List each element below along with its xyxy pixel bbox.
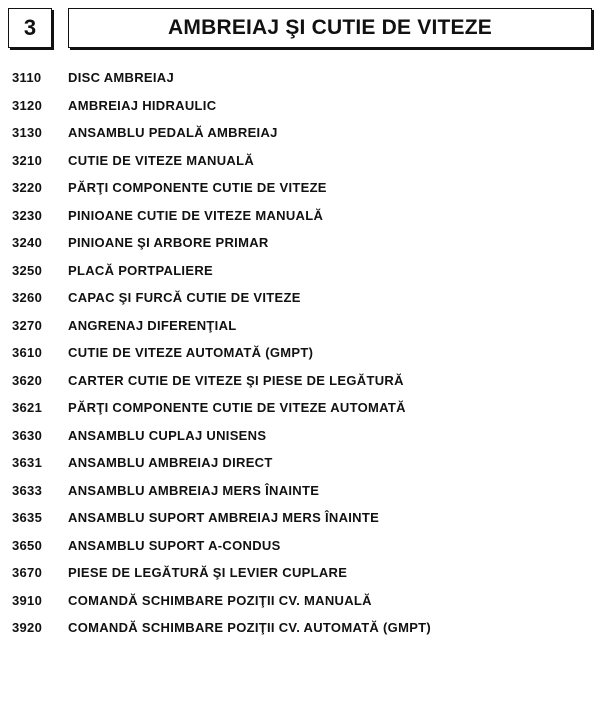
list-item bbox=[12, 587, 592, 615]
item-code: 3110 bbox=[12, 70, 42, 86]
item-code: 3630 bbox=[12, 427, 43, 443]
list-item bbox=[12, 559, 592, 587]
list-item bbox=[12, 339, 592, 367]
item-code: 3635 bbox=[12, 510, 43, 526]
item-code: 3210 bbox=[12, 152, 43, 168]
item-label: PLACĂ PORTPALIERE bbox=[68, 262, 213, 278]
item-code: 3240 bbox=[12, 235, 43, 251]
list-item bbox=[12, 147, 592, 175]
item-label: CAPAC ŞI FURCĂ CUTIE DE VITEZE bbox=[68, 290, 301, 306]
item-label: CUTIE DE VITEZE MANUALĂ bbox=[68, 152, 255, 168]
item-code: 3130 bbox=[12, 125, 43, 141]
list-item bbox=[12, 477, 592, 505]
list-item bbox=[12, 532, 592, 560]
item-label: ANSAMBLU SUPORT A-CONDUS bbox=[68, 537, 281, 553]
item-label: PINIOANE ŞI ARBORE PRIMAR bbox=[68, 235, 269, 251]
list-item bbox=[12, 174, 592, 202]
item-code: 3650 bbox=[12, 537, 43, 553]
page-header bbox=[8, 8, 596, 50]
item-code: 3270 bbox=[12, 317, 43, 333]
list-item bbox=[12, 504, 592, 532]
chapter-number: 3 bbox=[8, 8, 52, 48]
item-label: PIESE DE LEGĂTURĂ ŞI LEVIER CUPLARE bbox=[68, 565, 348, 581]
list-item bbox=[12, 119, 592, 147]
item-code: 3670 bbox=[12, 565, 43, 581]
item-label: CARTER CUTIE DE VITEZE ŞI PIESE DE LEGĂTURĂ bbox=[68, 372, 404, 388]
item-code: 3250 bbox=[12, 262, 43, 278]
item-label: COMANDĂ SCHIMBARE POZIŢII CV. MANUALĂ bbox=[68, 592, 372, 608]
item-code: 3631 bbox=[12, 455, 43, 471]
list-item bbox=[12, 422, 592, 450]
list-item bbox=[12, 449, 592, 477]
list-item bbox=[12, 229, 592, 257]
item-code: 3610 bbox=[12, 345, 43, 361]
item-label: PINIOANE CUTIE DE VITEZE MANUALĂ bbox=[68, 207, 324, 223]
list-item bbox=[12, 614, 592, 642]
chapter-title: AMBREIAJ ŞI CUTIE DE VITEZE bbox=[68, 8, 592, 48]
item-label: ANGRENAJ DIFERENŢIAL bbox=[68, 317, 237, 333]
item-label: ANSAMBLU AMBREIAJ MERS ÎNAINTE bbox=[68, 482, 320, 498]
item-label: PĂRŢI COMPONENTE CUTIE DE VITEZE bbox=[68, 180, 327, 196]
list-item bbox=[12, 64, 592, 92]
list-item bbox=[12, 257, 592, 285]
item-label: PĂRŢI COMPONENTE CUTIE DE VITEZE AUTOMATĂ bbox=[68, 400, 406, 416]
item-code: 3920 bbox=[12, 620, 43, 636]
list-item bbox=[12, 92, 592, 120]
list-item bbox=[12, 284, 592, 312]
contents-list bbox=[12, 64, 592, 642]
item-code: 3633 bbox=[12, 482, 43, 498]
item-label: ANSAMBLU SUPORT AMBREIAJ MERS ÎNAINTE bbox=[68, 510, 380, 526]
item-code: 3621 bbox=[12, 400, 43, 416]
item-label: ANSAMBLU CUPLAJ UNISENS bbox=[68, 427, 267, 443]
list-item bbox=[12, 312, 592, 340]
item-label: ANSAMBLU AMBREIAJ DIRECT bbox=[68, 455, 273, 471]
item-code: 3910 bbox=[12, 592, 43, 608]
item-code: 3230 bbox=[12, 207, 43, 223]
item-label: CUTIE DE VITEZE AUTOMATĂ (GMPT) bbox=[68, 345, 314, 361]
item-label: COMANDĂ SCHIMBARE POZIŢII CV. AUTOMATĂ (GMPT) bbox=[68, 620, 432, 636]
item-label: ANSAMBLU PEDALĂ AMBREIAJ bbox=[68, 125, 278, 141]
item-code: 3120 bbox=[12, 97, 43, 113]
item-label: AMBREIAJ HIDRAULIC bbox=[68, 97, 217, 113]
item-code: 3620 bbox=[12, 372, 43, 388]
item-code: 3260 bbox=[12, 290, 43, 306]
list-item bbox=[12, 367, 592, 395]
item-code: 3220 bbox=[12, 180, 43, 196]
list-item bbox=[12, 202, 592, 230]
list-item bbox=[12, 394, 592, 422]
item-label: DISC AMBREIAJ bbox=[68, 70, 174, 86]
